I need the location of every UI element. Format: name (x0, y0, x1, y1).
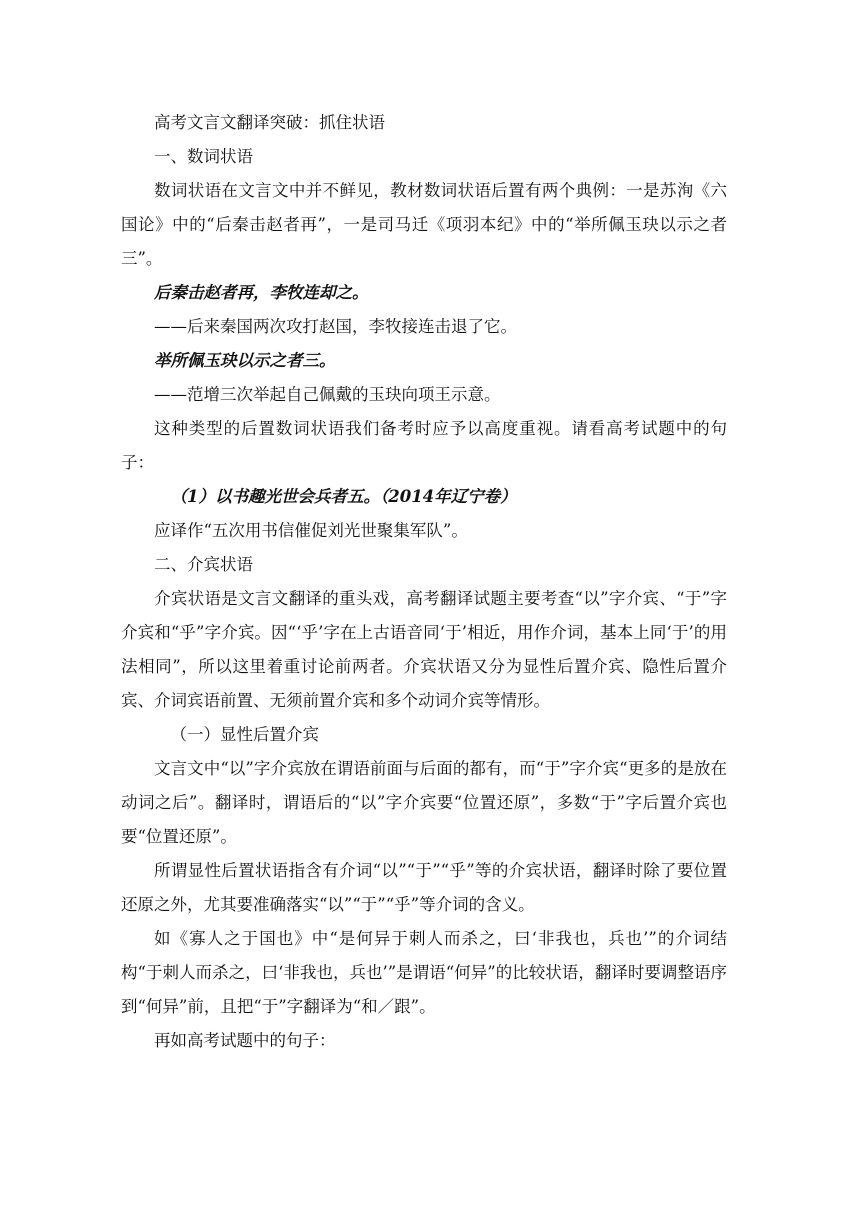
document-body (121, 106, 727, 1058)
section-heading-1: 一、数词状语 (154, 147, 253, 166)
section-heading-2: 二、介宾状语 (154, 555, 253, 574)
paragraph-3: 应译作“五次用书信催促刘光世聚集军队”。 (154, 521, 468, 540)
exam-question-1: （1）以书趣光世会兵者五。（2014年辽宁卷） (170, 487, 517, 506)
subsection-heading-1: （一）显性后置介宾 (170, 725, 319, 744)
paragraph-2: 这种类型的后置数词状语我们备考时应予以高度重视。请看高考试题中的句子： (121, 419, 727, 472)
paragraph-8: 再如高考试题中的句子： (154, 1031, 336, 1050)
paragraph-4: 介宾状语是文言文翻译的重头戏，高考翻译试题主要考查“以”字介宾、“于”字介宾和“乎”字介宾。因“‘乎’字在上古语音同‘于’相近，用作介词，基本上同‘于’的用法相同”，所以这里着重讨论前两者。介宾状语又分为显性后置介宾、隐性后置介宾、介词宾语前置、无须前置介宾和多个动词介宾等情形。 (121, 589, 727, 710)
doc-title: 高考文言文翻译突破：抓住状语 (154, 113, 385, 132)
example-sentence-2: 举所佩玉玦以示之者三。 (154, 351, 336, 370)
translation-2: ——范增三次举起自己佩戴的玉玦向项王示意。 (154, 385, 501, 404)
paragraph-5: 文言文中“以”字介宾放在谓语前面与后面的都有，而“于”字介宾“更多的是放在动词之后”。翻译时，谓语后的“以”字介宾要“位置还原”，多数“于”字后置介宾也要“位置还原”。 (121, 759, 727, 846)
example-sentence-1: 后秦击赵者再，李牧连却之。 (154, 283, 369, 302)
translation-1: ——后来秦国两次攻打赵国，李牧接连击退了它。 (154, 317, 517, 336)
paragraph-1: 数词状语在文言文中并不鲜见，教材数词状语后置有两个典例：一是苏洵《六国论》中的“后秦击赵者再”，一是司马迁《项羽本纪》中的“举所佩玉玦以示之者三”。 (121, 181, 727, 268)
paragraph-7: 如《寡人之于国也》中“是何异于刺人而杀之，曰‘非我也，兵也’”的介词结构“于刺人而杀之，曰‘非我也，兵也’”是谓语“何异”的比较状语，翻译时要调整语序到“何异”前，且把“于”字翻译为“和／跟”。 (121, 929, 727, 1016)
paragraph-6: 所谓显性后置状语指含有介词“以”“于”“乎”等的介宾状语，翻译时除了要位置还原之外，尤其要准确落实“以”“于”“乎”等介词的含义。 (121, 861, 727, 914)
